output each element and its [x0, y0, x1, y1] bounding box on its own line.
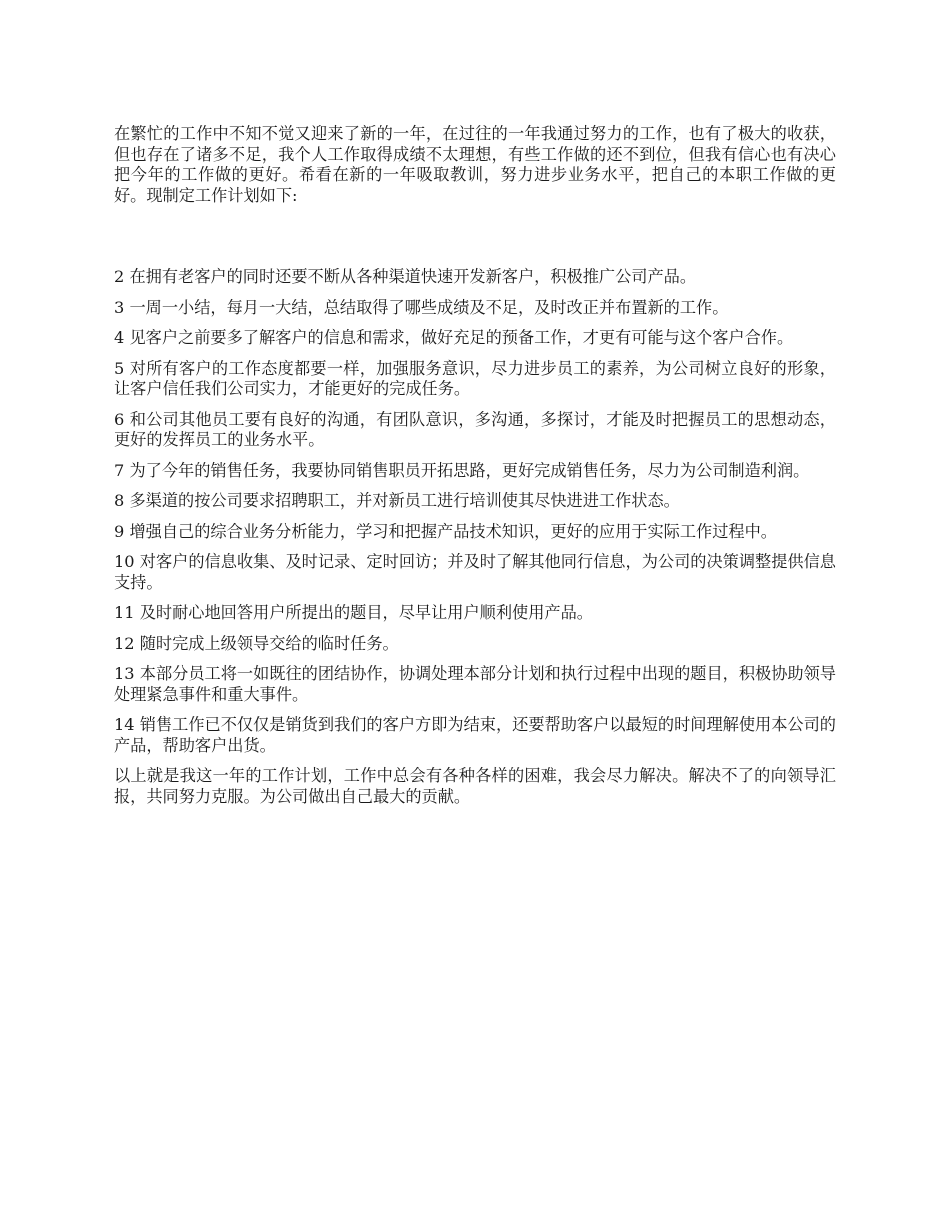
plan-item-8: 8 多渠道的按公司要求招聘职工，并对新员工进行培训使其尽快进进工作状态。	[114, 491, 680, 510]
plan-item-9: 9 增强自己的综合业务分析能力，学习和把握产品技术知识，更好的应用于实际工作过程中。	[114, 521, 777, 541]
plan-item-3: 3 一周一小结，每月一大结，总结取得了哪些成绩及不足，及时改正并布置新的工作。	[114, 297, 729, 317]
plan-item-12: 12 随时完成上级领导交给的临时任务。	[114, 633, 399, 653]
plan-item-7: 7 为了今年的销售任务，我要协同销售职员开拓思路，更好完成销售任务，尽力为公司制造利润。	[114, 460, 810, 480]
plan-item-4: 4 见客户之前要多了解客户的信息和需求，做好充足的预备工作，才更有可能与这个客户合作。	[114, 328, 794, 347]
plan-item-11: 11 及时耐心地回答用户所提出的题目，尽早让用户顺利使用产品。	[114, 603, 593, 622]
closing-paragraph: 以上就是我这一年的工作计划，工作中总会有各种各样的困难，我会尽力解决。解决不了的向领导汇报，共同努力克服。为公司做出自己最大的贡献。	[114, 766, 836, 806]
intro-paragraph: 在繁忙的工作中不知不觉又迎来了新的一年，在过往的一年我通过努力的工作，也有了极大的收获，但也存在了诸多不足，我个人工作取得成绩不太理想，有些工作做的还不到位，但我有信心也有决心把今年的工作做的更好。希看在新的一年吸取教训，努力进步业务水平，把自己的本职工作做的更好。现制定工作计划如下:	[114, 124, 836, 205]
plan-item-10: 10 对客户的信息收集、及时记录、定时回访；并及时了解其他同行信息，为公司的决策调整提供信息支持。	[114, 552, 836, 592]
plan-item-13: 13 本部分员工将一如既往的团结协作，协调处理本部分计划和执行过程中出现的题目，积极协助领导处理紧急事件和重大事件。	[114, 664, 836, 704]
plan-item-6: 6 和公司其他员工要有良好的沟通，有团队意识，多沟通，多探讨，才能及时把握员工的思想动态，更好的发挥员工的业务水平。	[114, 409, 836, 449]
document-body	[114, 124, 836, 807]
plan-item-5: 5 对所有客户的工作态度都要一样，加强服务意识，尽力进步员工的素养，为公司树立良好的形象，让客户信任我们公司实力，才能更好的完成任务。	[114, 358, 836, 398]
plan-item-2: 2 在拥有老客户的同时还要不断从各种渠道快速开发新客户，积极推广公司产品。	[114, 267, 697, 286]
plan-item-14: 14 销售工作已不仅仅是销货到我们的客户方即为结束，还要帮助客户以最短的时间理解使用本公司的产品，帮助客户出货。	[114, 715, 836, 755]
